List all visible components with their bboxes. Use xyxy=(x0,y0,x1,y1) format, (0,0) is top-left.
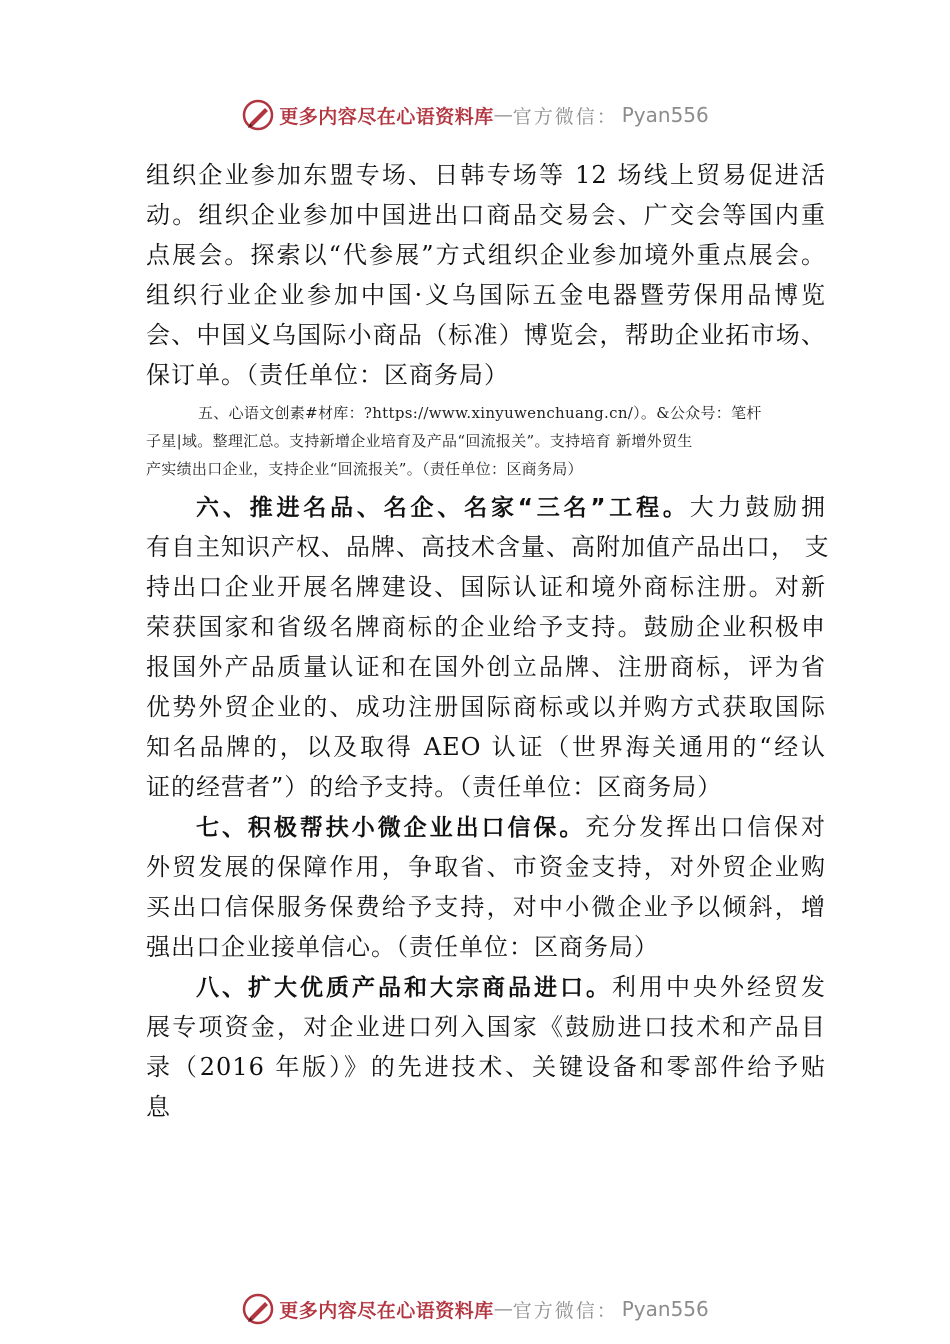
text-line: 持出口企业开展名牌建设、国际认证和境外商标注册。对新 xyxy=(146,573,826,601)
section-lead-text: 充分发挥出口信保对 xyxy=(585,813,827,841)
text-line: 点展会。探索以“代参展”方式组织企业参加境外重点展会。 xyxy=(146,241,826,269)
banner-wechat-label: 官方微信： xyxy=(512,105,618,128)
section-first-line xyxy=(146,967,826,1007)
section-seven xyxy=(146,807,826,967)
text-line: 外贸发展的保障作用，争取省、市资金支持，对外贸企业购 xyxy=(146,853,826,881)
section-heading: 六、推进名品、名企、名家“三名”工程。 xyxy=(196,495,690,521)
note-line: 产实绩出口企业，支持企业“回流报关”。（责任单位：区商务局） xyxy=(146,460,583,478)
section-first-line xyxy=(146,807,826,847)
text-line: 保订单。（责任单位：区商务局） xyxy=(146,361,509,389)
text-line: 录（2016 年版）》的先进技术、关键设备和零部件给予贴 xyxy=(146,1053,826,1081)
pen-logo-icon xyxy=(241,98,275,132)
note-line: 子星|域。整理汇总。支持新增企业培育及产品“回流报关”。支持培育 新增外贸生 xyxy=(146,432,693,450)
banner-wechat-id: Pyan556 xyxy=(621,103,709,127)
text-line: 展专项资金，对企业进口列入国家《鼓励进口技术和产品目 xyxy=(146,1013,826,1041)
pen-logo-icon xyxy=(241,1292,275,1326)
text-line: 买出口信保服务保费给予支持，对中小微企业予以倾斜，增 xyxy=(146,893,826,921)
text-line: 报国外产品质量认证和在国外创立品牌、注册商标，评为省 xyxy=(146,653,826,681)
text-line: 组织企业参加东盟专场、日韩专场等 12 场线上贸易促进活 xyxy=(146,161,826,189)
note-line: 五、心语文创素#材库：?https://www.xinyuwenchuang.cn/）。&公众号：笔杆 xyxy=(198,404,762,422)
section-first-line xyxy=(146,487,826,527)
text-line: 有自主知识产权、品牌、高技术含量、高附加值产品出口， 支 xyxy=(146,533,830,561)
text-line: 优势外贸企业的、成功注册国际商标或以并购方式获取国际 xyxy=(146,693,826,721)
text-line: 知名品牌的，以及取得 AEO 认证（世界海关通用的“经认 xyxy=(146,733,826,761)
text-line: 动。组织企业参加中国进出口商品交易会、广交会等国内重 xyxy=(146,201,826,229)
document-body xyxy=(146,155,830,1127)
header-banner xyxy=(0,95,950,135)
section-lead-text: 利用中央外经贸发 xyxy=(612,973,826,1001)
paragraph-trade-promotion xyxy=(146,155,826,395)
text-line: 证的经营者”）的给予支持。（责任单位：区商务局） xyxy=(146,773,723,801)
banner-wechat-label: 官方微信： xyxy=(512,1299,618,1322)
section-six xyxy=(146,487,830,807)
text-line: 强出口企业接单信心。（责任单位：区商务局） xyxy=(146,933,659,961)
text-line: 组织行业企业参加中国·义乌国际五金电器暨劳保用品博览 xyxy=(146,281,826,309)
banner-separator: — xyxy=(493,1298,513,1320)
text-line: 会、中国义乌国际小商品（标准）博览会，帮助企业拓市场、 xyxy=(146,321,826,349)
section-eight xyxy=(146,967,826,1127)
section-lead-text: 大力鼓励拥 xyxy=(689,493,826,521)
text-line: 荣获国家和省级名牌商标的企业给予支持。鼓励企业积极申 xyxy=(146,613,826,641)
section-heading: 七、积极帮扶小微企业出口信保。 xyxy=(196,815,586,841)
text-line: 息 xyxy=(146,1093,171,1121)
banner-wechat-id: Pyan556 xyxy=(621,1297,709,1321)
banner-title: 更多内容尽在心语资料库 xyxy=(279,105,494,128)
watermark-note xyxy=(146,399,826,483)
footer-banner xyxy=(0,1289,950,1329)
section-heading: 八、扩大优质产品和大宗商品进口。 xyxy=(196,975,612,1001)
banner-separator: — xyxy=(493,104,513,126)
banner-title: 更多内容尽在心语资料库 xyxy=(279,1299,494,1322)
